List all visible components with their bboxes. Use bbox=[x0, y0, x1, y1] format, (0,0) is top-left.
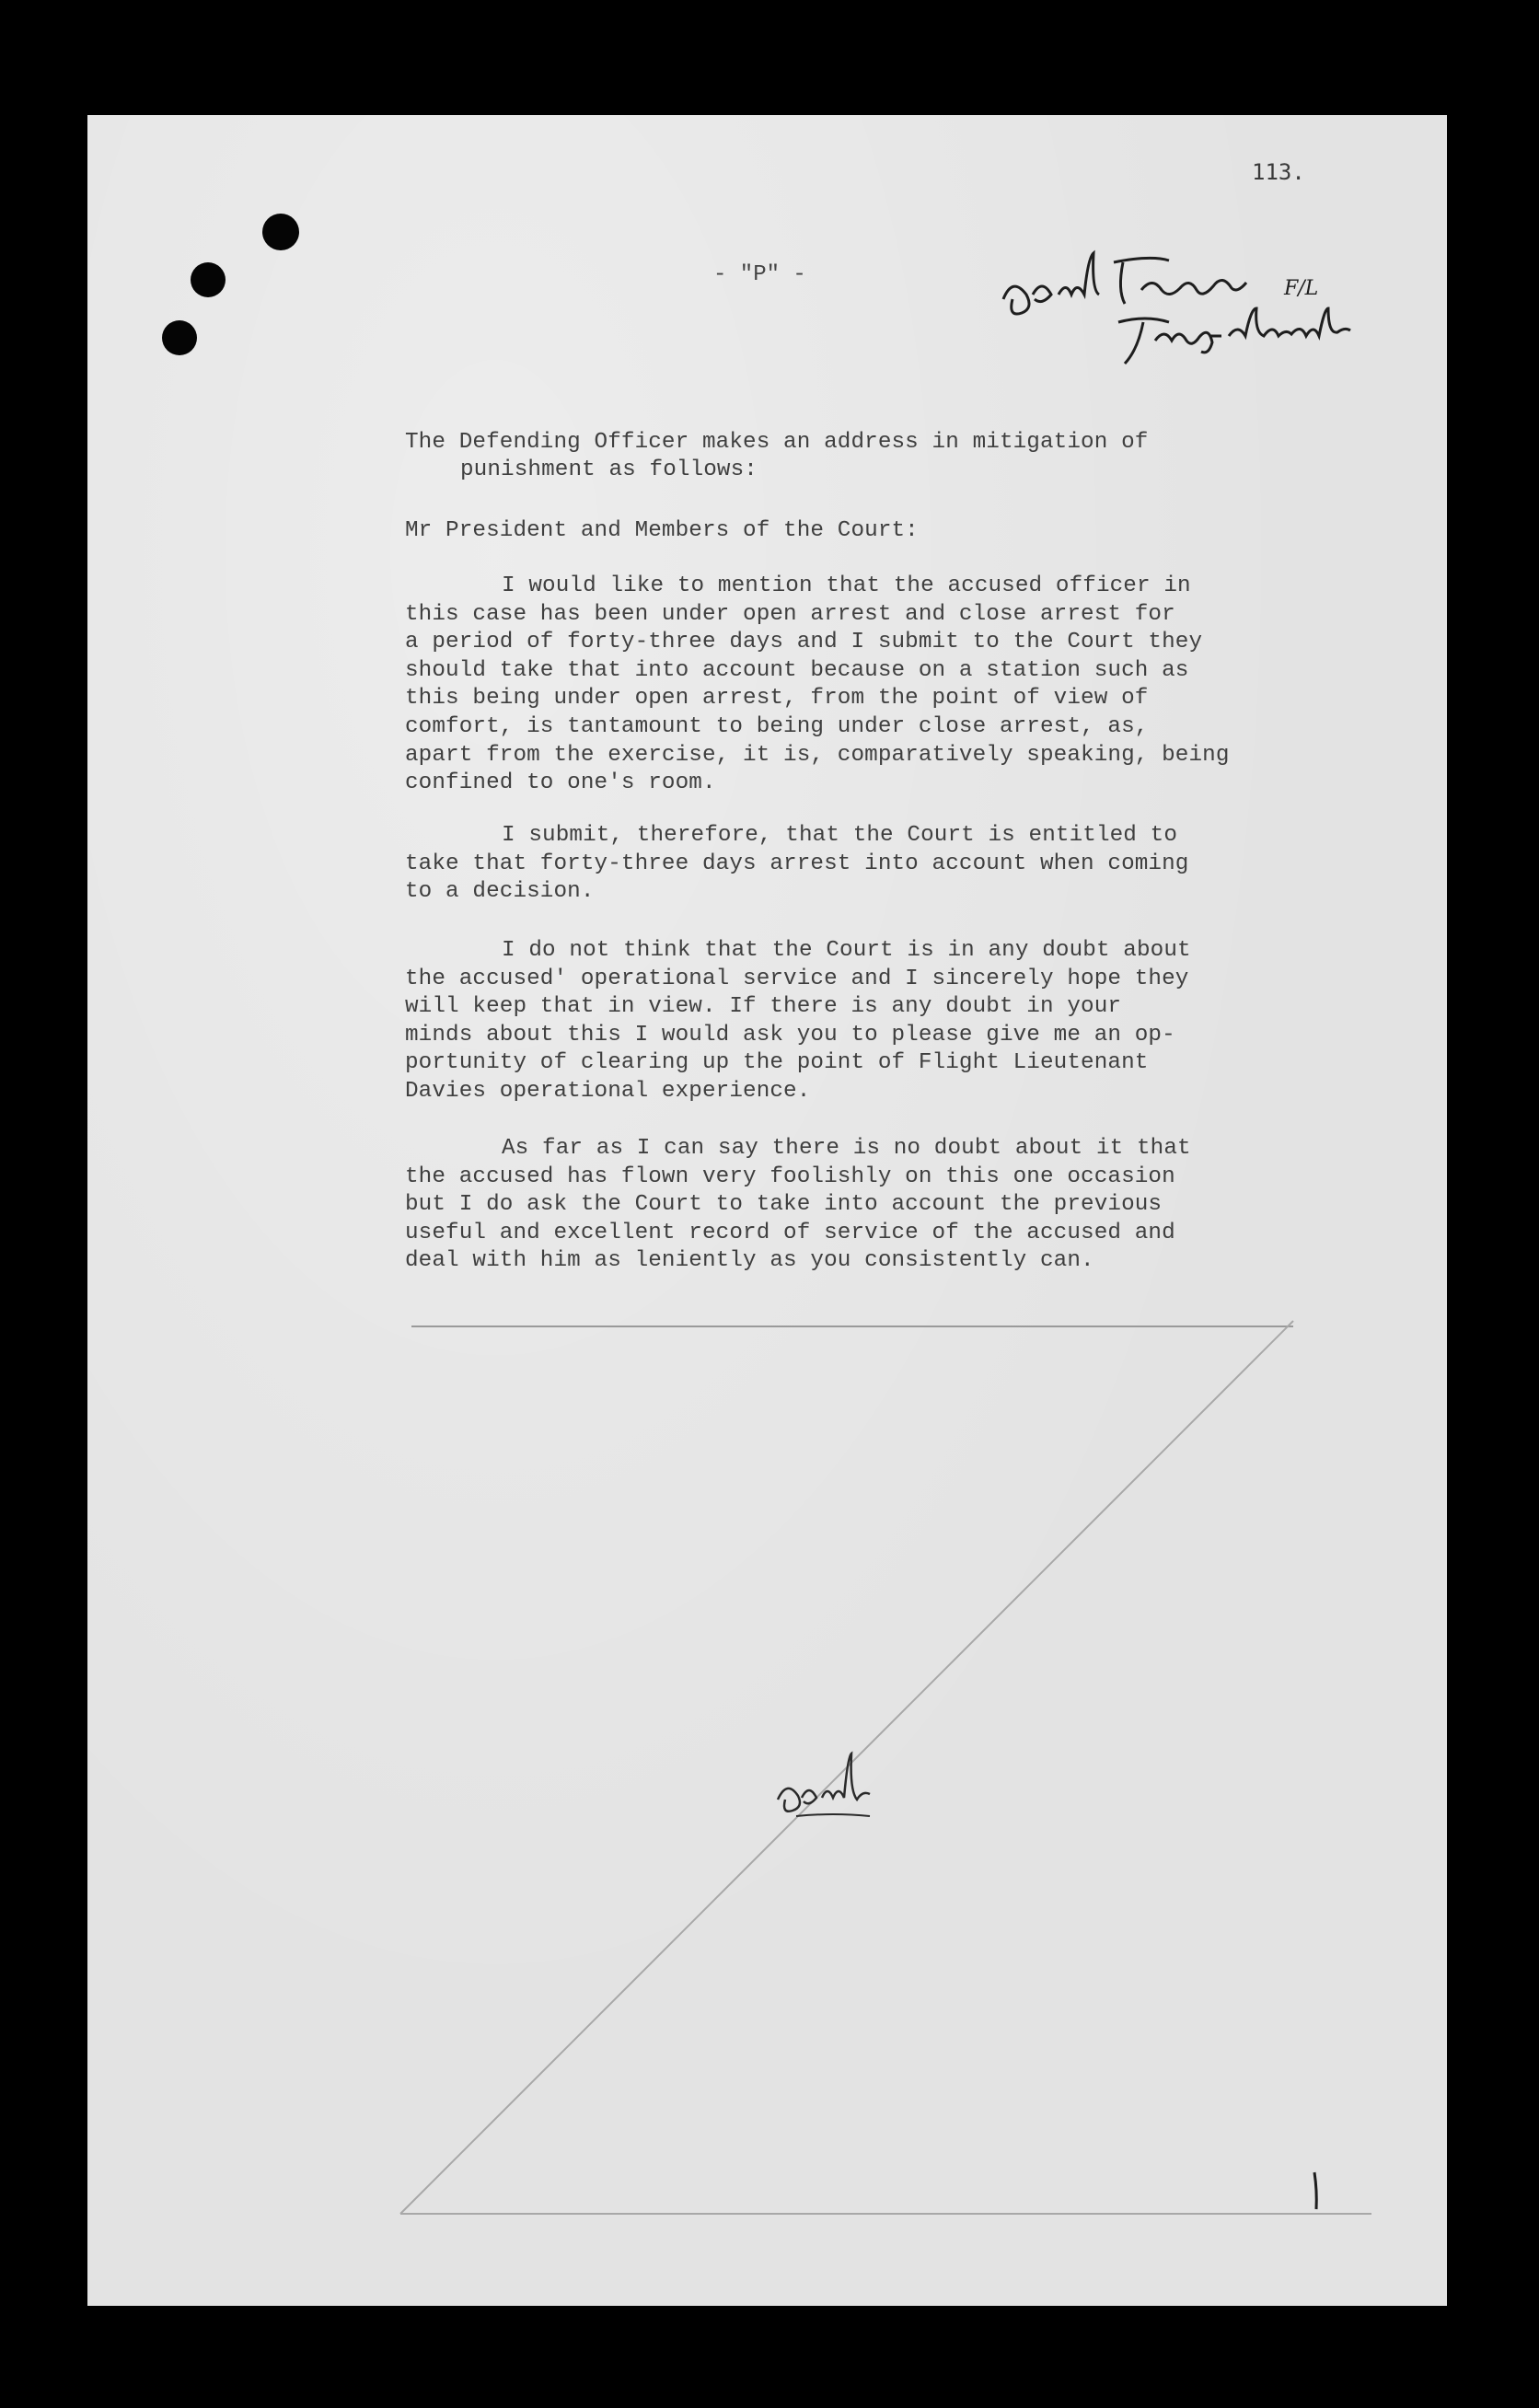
initials-mark bbox=[769, 1744, 897, 1836]
salutation: Mr President and Members of the Court: bbox=[405, 518, 919, 543]
punch-hole-top bbox=[262, 214, 299, 250]
paragraph-3: I do not think that the Court is in any doubt about the accused' operational service and I sincerely hope they will keep that in view. If there is any doubt in your minds about this I would ask you to please give me an op- portunity of clearing up the point of Flight Lieutenant Davies operational experience. bbox=[405, 938, 1191, 1104]
bottom-tick-mark bbox=[1307, 2168, 1325, 2214]
paragraph-2: I submit, therefore, that the Court is entitled to take that forty-three days arrest into account when coming to a decision. bbox=[405, 823, 1189, 905]
punch-hole-bottom bbox=[162, 320, 197, 355]
page-number: 113. bbox=[1252, 159, 1305, 185]
closing-rule bbox=[411, 1326, 1293, 1327]
svg-text:F/L: F/L bbox=[1284, 277, 1319, 300]
judge-advocate-signature bbox=[985, 244, 1371, 373]
intro-text bbox=[405, 400, 1371, 513]
intro-line-2: punishment as follows: bbox=[460, 457, 758, 483]
punch-hole-middle bbox=[191, 262, 226, 297]
section-mark: - "P" - bbox=[713, 262, 806, 287]
paragraph-1: I would like to mention that the accused officer in this case has been under open arrest and close arrest for a period of forty-three days and I submit to the Court they should take that into account because on a station such as this being under open arrest, from the point of view of comfort, is tantamount to being under close arrest, as, apart from the exercise, it is, comparatively speaking, being confined to one's room. bbox=[405, 573, 1230, 796]
intro-line-1: The Defending Officer makes an address in mitigation of bbox=[405, 429, 1149, 455]
document-page bbox=[87, 115, 1447, 2306]
paragraph-4: As far as I can say there is no doubt about it that the accused has flown very foolishly on this one occasion but I do ask the Court to take into account the previous useful and excellent record of service of the accused and deal with him as leniently as you consistently can. bbox=[405, 1136, 1191, 1274]
